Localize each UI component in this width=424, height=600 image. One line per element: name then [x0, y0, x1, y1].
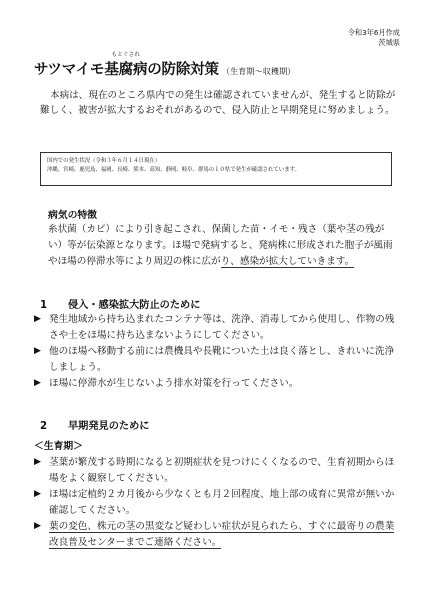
- intro-paragraph: 本病は、現在のところ県内での発生は確認されていませんが、発生すると防除が難しく、被害が拡大するおそれがあるので、侵入防止と早期発見に努めましょう。: [40, 90, 396, 117]
- title-ruby-reading: もとぐされ: [111, 52, 141, 58]
- section2-number: 2: [40, 421, 48, 432]
- bullet-triangle-icon: ▶: [34, 521, 41, 532]
- bullet-triangle-icon: ▶: [34, 346, 41, 357]
- bullet-triangle-icon: ▶: [34, 314, 41, 324]
- disease-text-plain: 糸状菌（カビ）により引き起こされ、保菌した苗・イモ・残さ（葉や茎の残がい）等が伝染源となります。ほ場で発病すると、発病株に形成された胞子が風雨やほ場の停滞水等により周辺の株に広が: [48, 224, 393, 268]
- issuing-organization: 茨城県: [378, 38, 400, 47]
- title-ruby-word: もとぐされ 基腐病: [104, 52, 148, 78]
- list-item: ▶ 他のほ場へ移動する前には農機具や長靴についた土は良く落とし、きれいに洗浄しましょう。: [34, 346, 395, 373]
- list-item: ▶ 発生地域から持ち込まれたコンテナ等は、洗浄、消毒してから使用し、作物の残さや土をほ場に持ち込まないようにしてください。: [34, 314, 395, 341]
- bullet-triangle-icon: ▶: [34, 457, 41, 467]
- section1-heading: [40, 296, 200, 311]
- outbreak-status-box: [40, 152, 392, 186]
- section1-list: [34, 312, 396, 393]
- section1-number: 1: [40, 300, 48, 311]
- status-heading: 国内での発生状況（令和３年６月１４日現在）: [47, 158, 161, 164]
- list-item: ▶ ほ場は定植約２カ月後から少なくとも月２回程度、地上部の成育に異常が無いか確認してください。: [34, 489, 395, 516]
- document-meta: [348, 28, 400, 48]
- disease-features-text: [48, 222, 396, 271]
- list-item: ▶ 茎葉が繁茂する時期になると初期症状を見つけにくくなるので、生育初期からほ場をよく観察してください。: [34, 457, 395, 484]
- page-title: [34, 52, 394, 79]
- season-label: ＜生育期＞: [34, 441, 83, 452]
- list-item: ▶ 葉の変色、株元の茎の黒変など疑わしい症状が見られたら、すぐに最寄りの農業改良普及センターまでご連絡ください。: [34, 521, 395, 548]
- creation-date: 令和3年6月作成: [347, 28, 400, 37]
- section2-heading: [40, 417, 150, 432]
- disease-features-heading: 病気の特徴: [48, 210, 97, 221]
- section2-list: [34, 455, 396, 552]
- title-suffix: の防除対策: [147, 62, 219, 78]
- bullet-triangle-icon: ▶: [34, 378, 41, 389]
- bullet-triangle-icon: ▶: [34, 489, 41, 500]
- disease-text-underlined: り、感染が拡大していきます。: [220, 256, 355, 268]
- title-prefix: サツマイモ: [34, 62, 105, 78]
- list-item: ▶ ほ場に停滞水が生じないよう排水対策を行ってください。: [34, 376, 396, 392]
- status-body: 沖縄、宮崎、鹿児島、福岡、長崎、熊本、高知、静岡、岐阜、群馬の１０県で発生が確認されています。: [47, 166, 300, 173]
- title-subtitle: （生育期～収穫期）: [221, 66, 296, 76]
- section1-title: 侵入・感染拡大防止のために: [68, 300, 201, 311]
- section2-title: 早期発見のために: [68, 421, 150, 432]
- title-block: [34, 52, 394, 79]
